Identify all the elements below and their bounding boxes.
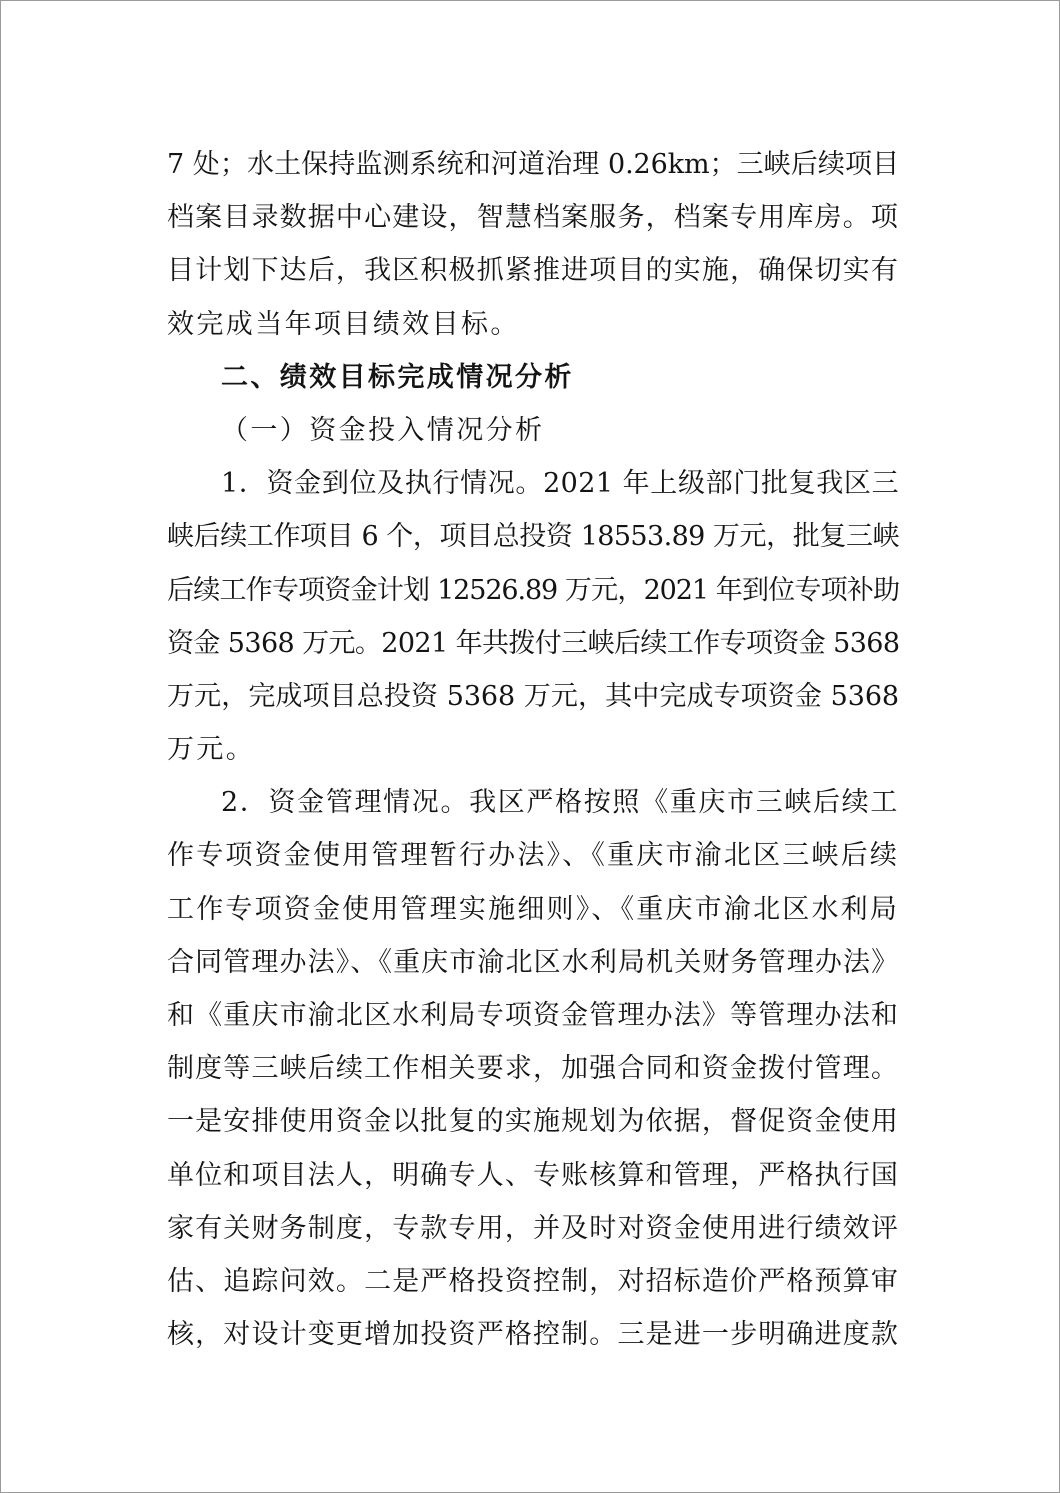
text-line: 制度等三峡后续工作相关要求，加强合同和资金拨付管理。: [167, 1053, 899, 1085]
text-line: 2．资金管理情况。我区严格按照《重庆市三峡后续工: [221, 787, 899, 819]
text-line: 后续工作专项资金计划 12526.89 万元，2021 年到位专项补助: [167, 574, 899, 606]
text-line: 7 处；水土保持监测系统和河道治理 0.26km；三峡后续项目: [167, 149, 899, 180]
text-line: 作专项资金使用管理暂行办法》、《重庆市渝北区三峡后续: [167, 840, 899, 872]
text-line: 核，对设计变更增加投资严格控制。三是进一步明确进度款: [167, 1319, 899, 1351]
text-line: 单位和项目法人，明确专人、专账核算和管理，严格执行国: [167, 1159, 899, 1191]
text-line: 工作专项资金使用管理实施细则》、《重庆市渝北区水利局: [167, 893, 899, 925]
text-line: 和《重庆市渝北区水利局专项资金管理办法》等管理办法和: [167, 1000, 899, 1031]
text-line: 效完成当年项目绩效目标。: [167, 308, 520, 340]
subsection-heading: （一）资金投入情况分析: [221, 414, 545, 446]
text-line: 目计划下达后，我区积极抓紧推进项目的实施，确保切实有: [167, 255, 899, 287]
text-line: 家有关财务制度，专款专用，并及时对资金使用进行绩效评: [167, 1212, 899, 1244]
section-heading: 二、绩效目标完成情况分析: [221, 361, 574, 393]
text-line: 合同管理办法》、《重庆市渝北区水利局机关财务管理办法》: [167, 946, 899, 978]
text-line: 万元，完成项目总投资 5368 万元，其中完成专项资金 5368: [167, 680, 899, 712]
text-line: 一是安排使用资金以批复的实施规划为依据，督促资金使用: [167, 1106, 899, 1138]
text-line: 1．资金到位及执行情况。2021 年上级部门批复我区三: [221, 468, 899, 500]
text-line: 万元。: [167, 734, 256, 766]
text-line: 档案目录数据中心建设，智慧档案服务，档案专用库房。项: [167, 202, 899, 234]
document-body: [167, 138, 899, 1361]
text-line: 估、追踪问效。二是严格投资控制，对招标造价严格预算审: [167, 1265, 899, 1297]
text-line: 资金 5368 万元。2021 年共拨付三峡后续工作专项资金 5368: [167, 627, 899, 659]
text-line: 峡后续工作项目 6 个，项目总投资 18553.89 万元，批复三峡: [167, 521, 899, 553]
